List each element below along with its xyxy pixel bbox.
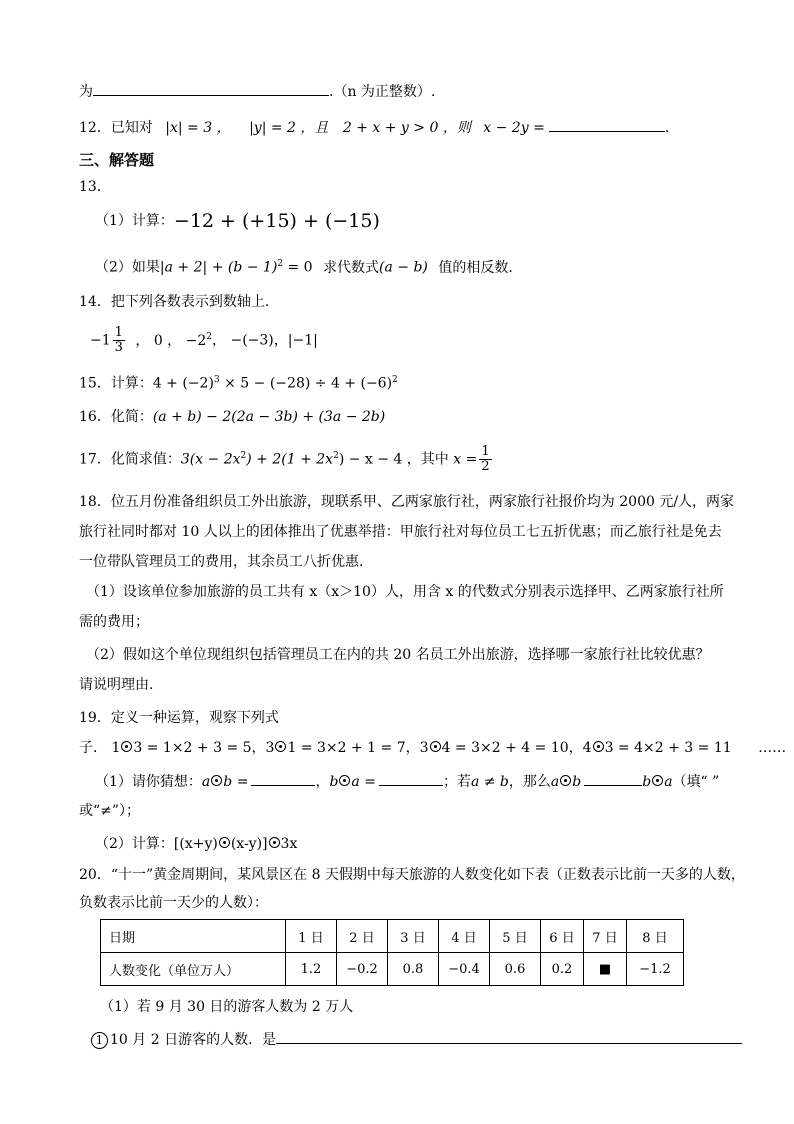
q17-c: ) − x − 4 ，其中: [338, 451, 449, 468]
q19-e2-b: 1 = 3×2 + 1 = 7，: [287, 740, 420, 756]
q19-e1-b: 3 = 1×2 + 3 = 5，: [133, 740, 266, 756]
table-header-row: [101, 920, 684, 953]
q19-p1-a: a: [201, 774, 211, 790]
q19-p1-e: a: [550, 774, 560, 790]
q13-p2-eq: = 0: [283, 259, 313, 276]
q19-e1-a: 1: [111, 740, 121, 756]
q17-exp2: 2: [333, 451, 339, 461]
q12-expr: x − 2y =: [483, 120, 545, 136]
table-header-cell: 7 日: [584, 920, 627, 953]
q19-p2-label: （2）计算：: [95, 836, 174, 852]
odot-operator-icon: [339, 775, 350, 786]
q13-p2-exponent: 2: [277, 259, 284, 269]
table-header-cell: 1 日: [286, 920, 337, 953]
q18-part2a: （2）假如这个单位现组织包括管理员工在内的共 20 名员工外出旅游，选择哪一家旅行社比较优惠？: [86, 647, 710, 663]
q19-part2: [95, 834, 297, 854]
q19-e4-a: 4: [582, 740, 592, 756]
table-cell: −1.2: [627, 953, 684, 986]
q18-part1a: （1）设该单位参加旅游的员工共有 x（x＞10）人，用含 x 的代数式分别表示选择甲、乙两家旅行社所: [86, 584, 724, 600]
q16-line: [79, 407, 385, 427]
q12-cond1: |x| = 3 ，: [165, 120, 231, 136]
section-heading: 三、解答题: [79, 151, 155, 169]
q17-fraction: $\frac{1}{2}$: [481, 444, 490, 475]
q19-e2-a: 3: [265, 740, 275, 756]
q19-dots: ……: [758, 740, 787, 756]
q12-end: .: [664, 120, 670, 136]
q19-p1-mid: ；若: [442, 774, 471, 790]
q15-b: × 5 − (−28) ÷ 4 + (−6): [219, 375, 393, 392]
q13-p2-end: 值的相反数.: [438, 259, 513, 276]
table-cell: 0.6: [490, 953, 541, 986]
q19-blank-1[interactable]: [251, 771, 315, 786]
q19-p1-h: a: [664, 774, 673, 790]
q18-line1: 18．位五月份准备组织员工外出旅游，现联系甲、乙两家旅行社，两家旅行社报价均为 2000 元/人，两家: [79, 494, 735, 510]
odot-operator-icon: [211, 775, 222, 786]
odot-operator-icon: [269, 837, 280, 848]
q14-rest-a: ， 0 ， −2: [135, 332, 207, 349]
q17-line: [79, 441, 494, 475]
q14-numbers: [90, 322, 318, 356]
q19-p2-b: (x-y)]: [230, 836, 268, 852]
q11-suffix: .（n 为正整数）.: [329, 84, 436, 100]
q19-p1-neq: a ≠ b: [470, 774, 509, 790]
q13-p2-label: （2）如果: [95, 259, 160, 276]
q17-a: 3(x − 2x: [180, 451, 241, 468]
q20-part1: （1）若 9 月 30 日的游客人数为 2 万人: [100, 999, 354, 1015]
table-header-cell: 2 日: [337, 920, 388, 953]
q12-line: [79, 117, 669, 138]
q16-label: 16．化简：: [79, 409, 153, 425]
q17-x-eq: x =: [453, 451, 478, 468]
q19-line1: 19．定义一种运算，观察下列式: [79, 710, 279, 726]
table-cell: −0.2: [337, 953, 388, 986]
q15-line: [79, 370, 398, 394]
q13-p2-expr: |a + 2| + (b − 1): [159, 259, 278, 276]
table-header-cell: 5 日: [490, 920, 541, 953]
q19-p1-f: b: [572, 774, 582, 790]
q11-answer-blank[interactable]: [93, 81, 329, 96]
q12-cond2: |y| = 2 ，且: [249, 120, 329, 136]
q18-part2b: 请说明理由.: [79, 677, 154, 693]
q17-label: 17．化简求值：: [79, 451, 181, 468]
odot-operator-icon: [652, 775, 663, 786]
odot-operator-icon: [219, 837, 230, 848]
q12-answer-blank[interactable]: [549, 117, 665, 132]
q14-rest-b: ， −(−3)，|−1|: [212, 332, 318, 349]
q17-exp1: 2: [240, 451, 247, 461]
q18-line3: 一位带队管理员工的费用，其余员工八折优惠.: [79, 554, 364, 570]
q19-e3-b: 4 = 3×2 + 4 = 10，: [441, 740, 583, 756]
q13-part2: [95, 254, 513, 278]
q19-or: 或“≠”）；: [79, 803, 141, 819]
q19-blank-3[interactable]: [584, 771, 642, 786]
q19-p1-b: b =: [223, 774, 249, 790]
table-cell: −0.4: [439, 953, 490, 986]
q14-text: 14．把下列各数表示到数轴上.: [79, 294, 270, 310]
circled-number-icon: 1: [91, 1032, 108, 1049]
q16-expr: (a + b) − 2(2a − 3b) + (3a − 2b): [152, 409, 386, 425]
q19-e4-b: 3 = 4×2 + 3 = 11: [604, 740, 732, 756]
table-cell: 0.8: [388, 953, 439, 986]
q20-answer-blank[interactable]: [276, 1029, 742, 1044]
q11-prefix: 为: [79, 84, 93, 100]
q12-cond3: 2 + x + y > 0 ，则: [342, 120, 471, 136]
q13-p1-label: （1）计算：: [95, 213, 174, 229]
q14-fraction: $\frac{1}{3}$: [114, 325, 123, 356]
odot-operator-icon: [560, 775, 571, 786]
table-cell: 1.2: [286, 953, 337, 986]
q17-b: ) + 2(1 + 2x: [246, 451, 334, 468]
q13-part1: [95, 211, 380, 231]
q19-sep1: ，: [315, 774, 330, 790]
q13-p1-expr: −12 + (+15) + (−15): [173, 210, 380, 232]
q15-label: 15．计算：: [79, 375, 153, 392]
q19-part1: [95, 771, 719, 792]
odot-operator-icon: [121, 741, 132, 752]
q15-exp1: 3: [213, 375, 220, 385]
q14-n1-int: −1: [90, 332, 111, 349]
table-cell: 人数变化（单位万人）: [101, 953, 286, 986]
q19-e3-a: 3: [419, 740, 429, 756]
table-header-cell: 8 日: [627, 920, 684, 953]
q19-l2-pre: 子．: [79, 740, 107, 756]
table-cell: 0.2: [541, 953, 584, 986]
table-header-cell: 3 日: [388, 920, 439, 953]
table-cell: ■: [584, 953, 627, 986]
q19-p1-g: b: [642, 774, 652, 790]
q19-line2: [79, 738, 786, 758]
q12-label: 12．已知对: [79, 120, 153, 136]
q13-p2-mid: 求代数式: [323, 259, 380, 276]
q19-p1-c: b: [329, 774, 339, 790]
q19-p2-c: 3x: [280, 836, 298, 852]
q11-line: [79, 81, 435, 102]
q19-p1-then: ，那么: [508, 774, 551, 790]
q13-p2-expr2: (a − b): [379, 259, 428, 276]
q19-blank-2[interactable]: [379, 771, 443, 786]
visitor-change-table: [100, 919, 684, 986]
q19-p1-d: a =: [351, 774, 376, 790]
q14-exponent: 2: [206, 332, 213, 342]
q20-question1: [91, 1029, 742, 1050]
q20-line1: 20．“十一”黄金周期间，某风景区在 8 天假期中每天旅游的人数变化如下表（正数表示比前一天多的人数，: [79, 867, 745, 883]
q18-part1b: 需的费用；: [79, 614, 149, 630]
q20-line2: 负数表示比前一天少的人数）：: [79, 895, 268, 911]
odot-operator-icon: [275, 741, 286, 752]
q18-line2: 旅行社同时都对 10 人以上的团体推出了优惠举措：甲旅行社对每位员工七五折优惠；而乙旅行社是免去: [79, 524, 722, 540]
q19-p2-a: [(x+y): [173, 836, 218, 852]
table-header-cell: 日期: [101, 920, 286, 953]
table-header-cell: 4 日: [439, 920, 490, 953]
q13-number: 13．: [79, 179, 111, 195]
table-header-cell: 6 日: [541, 920, 584, 953]
odot-operator-icon: [430, 741, 441, 752]
q15-a: 4 + (−2): [152, 375, 214, 392]
q19-p1-fill: （填“ ”: [672, 774, 720, 790]
q19-p1-label: （1）请你猜想：: [95, 774, 202, 790]
q20-q1-text: 10 月 2 日游客的人数．是: [110, 1032, 277, 1048]
odot-operator-icon: [593, 741, 604, 752]
q15-exp2: 2: [392, 375, 398, 385]
table-row: [101, 953, 684, 986]
